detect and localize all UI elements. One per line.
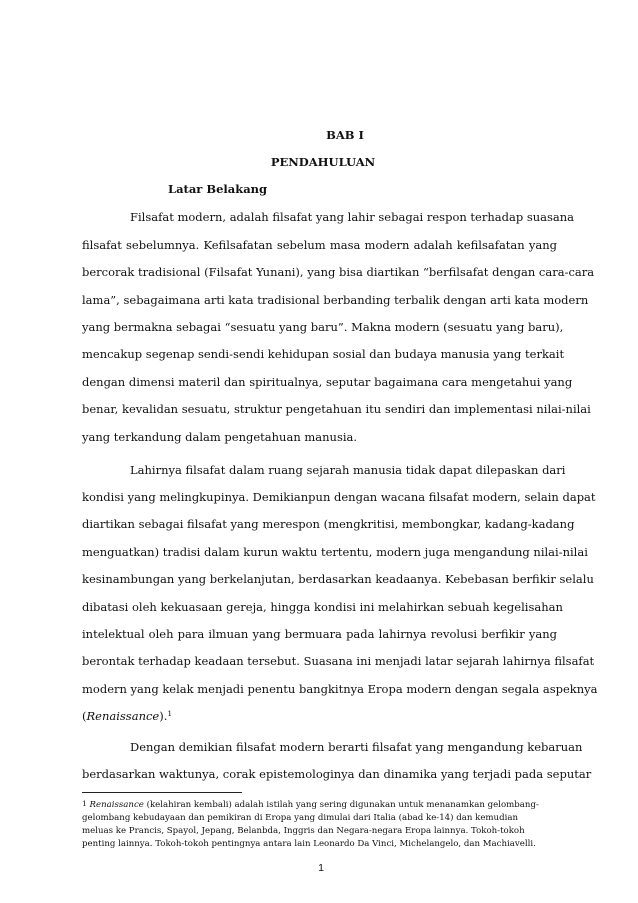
chapter-title: PENDAHULUAN [270, 155, 376, 169]
paragraph-line: lama”, sebagaimana arti kata tradisional berbanding terbalik dengan arti kata modern [82, 293, 589, 307]
paragraph-line: Lahirnya filsafat dalam ruang sejarah manusia tidak dapat dilepaskan dari [130, 463, 566, 477]
paragraph-line: filsafat sebelumnya. Kefilsafatan sebelum masa modern adalah kefilsafatan yang [82, 238, 557, 252]
paragraph-line: diartikan sebagai filsafat yang merespon (mengkritisi, membongkar, kadang-kadang [82, 517, 575, 531]
closing-open-paren: ( [82, 709, 87, 723]
paragraph-closing-line [82, 709, 172, 723]
paragraph-line: menguatkan) tradisi dalam kurun waktu tertentu, modern juga mengandung nilai-nilai [82, 545, 588, 559]
closing-close-paren: ). [159, 709, 168, 723]
paragraph-line: benar, kevalidan sesuatu, struktur pengetahuan itu sendiri dan implementasi nilai-nilai [82, 402, 591, 416]
paragraph-line: yang bermakna sebagai “sesuatu yang baru”. Makna modern (sesuatu yang baru), [82, 320, 564, 334]
footnote-line [82, 800, 557, 811]
page-number: 1 [318, 862, 324, 874]
footnote-reference[interactable]: 1 [167, 709, 173, 718]
footnote-text: (kelahiran kembali) adalah istilah yang sering digunakan untuk menanamkan gelombang- [143, 800, 539, 810]
paragraph-line: berontak terhadap keadaan tersebut. Suasana ini menjadi latar sejarah lahirnya filsafat [82, 654, 595, 668]
paragraph-line: berdasarkan waktunya, corak epistemologinya dan dinamika yang terjadi pada seputar [82, 767, 592, 781]
footnote-line: gelombang kebudayaan dan pemikiran di Eropa yang dimulai dari Italia (abad ke-14) dan kemudian [82, 813, 518, 823]
footnote-separator [82, 792, 242, 793]
paragraph-line: bercorak tradisional (Filsafat Yunani), yang bisa diartikan “berfilsafat dengan cara-cara [82, 265, 595, 279]
footnote-marker: 1 [82, 799, 87, 808]
paragraph-line: dengan dimensi materil dan spiritualnya, seputar bagaimana cara mengetahui yang [82, 375, 573, 389]
footnote-term: Renaissance [89, 800, 144, 810]
paragraph-line: yang terkandung dalam pengetahuan manusia. [82, 430, 358, 444]
paragraph-line: dibatasi oleh kekuasaan gereja, hingga kondisi ini melahirkan sebuah kegelisahan [82, 600, 563, 614]
paragraph-line: mencakup segenap sendi-sendi kehidupan sosial dan budaya manusia yang terkait [82, 347, 565, 361]
paragraph-line: Dengan demikian filsafat modern berarti filsafat yang mengandung kebaruan [130, 740, 583, 754]
paragraph-line: intelektual oleh para ilmuan yang bermuara pada lahirnya revolusi berfikir yang [82, 627, 557, 641]
paragraph-line: Filsafat modern, adalah filsafat yang lahir sebagai respon terhadap suasana [130, 210, 575, 224]
paragraph-line: modern yang kelak menjadi penentu bangkitnya Eropa modern dengan segala aspeknya [82, 682, 598, 696]
chapter-number: BAB I [326, 128, 364, 142]
footnote-line: penting lainnya. Tokoh-tokoh pentingnya antara lain Leonardo Da Vinci, Michelangelo, dan Machiavelli. [82, 839, 536, 849]
closing-italic-term: Renaissance [86, 709, 160, 723]
paragraph-line: kondisi yang melingkupinya. Demikianpun dengan wacana filsafat modern, selain dapat [82, 490, 596, 504]
paragraph-line: kesinambungan yang berkelanjutan, berdasarkan keadaanya. Kebebasan berfikir selalu [82, 572, 594, 586]
footnote-line: meluas ke Prancis, Spayol, Jepang, Belanbda, Inggris dan Negara-negara Eropa lainnya. Tokoh-tokoh [82, 826, 525, 836]
section-heading: Latar Belakang [168, 182, 268, 196]
